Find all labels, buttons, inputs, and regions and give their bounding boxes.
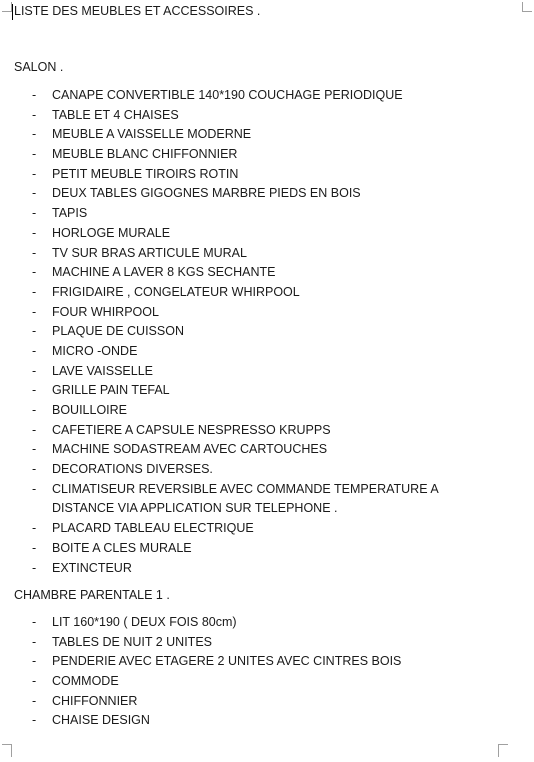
list-item-text: CANAPE CONVERTIBLE 140*190 COUCHAGE PERIODIQUE [52, 88, 403, 102]
bullet-dash: - [32, 88, 37, 102]
bullet-dash: - [32, 674, 37, 689]
list-item[interactable] [0, 322, 534, 342]
bullet-dash: - [32, 615, 37, 629]
list-item-text: CHAISE DESIGN [52, 713, 150, 728]
list-item-text: LAVE VAISSELLE [52, 363, 153, 378]
list-item-text: TABLES DE NUIT 2 UNITES [52, 634, 212, 649]
list-item-text: BOUILLOIRE [52, 403, 128, 417]
list-item-text: TAPIS [52, 206, 88, 221]
list-item-text: MEUBLE BLANC CHIFFONNIER [52, 147, 238, 162]
list-item-text: BOITE A CLES MURALE [52, 540, 192, 555]
bullet-dash: - [32, 560, 37, 575]
document-title[interactable]: LISTE DES MEUBLES ET ACCESSOIRES . [14, 4, 261, 18]
bullet-dash: - [32, 147, 37, 162]
list-item-text: DEUX TABLES GIGOGNES MARBRE PIEDS EN BOIS [52, 186, 361, 201]
list-item[interactable] [0, 184, 534, 204]
list-item-text: EXTINCTEUR [52, 560, 132, 575]
salon-item-list [0, 86, 534, 578]
bullet-dash: - [32, 343, 37, 358]
list-item[interactable] [0, 283, 534, 303]
page-corner-mark [522, 2, 532, 12]
bullet-dash: - [32, 186, 37, 201]
page-corner-mark [498, 744, 508, 757]
list-item[interactable] [0, 711, 534, 731]
list-item[interactable] [0, 480, 534, 519]
list-item[interactable] [0, 633, 534, 653]
section-heading-chambre[interactable]: CHAMBRE PARENTALE 1 . [14, 588, 170, 602]
list-item[interactable] [0, 460, 534, 480]
page-corner-mark [2, 2, 12, 12]
list-item-text: PETIT MEUBLE TIROIRS ROTIN [52, 166, 239, 181]
bullet-dash: - [32, 481, 37, 496]
list-item-text: PLACARD TABLEAU ELECTRIQUE [52, 521, 254, 536]
list-item[interactable] [0, 539, 534, 559]
bullet-dash: - [32, 265, 37, 280]
list-item-text: FOUR WHIRPOOL [52, 304, 159, 319]
list-item-text: COMMODE [52, 674, 119, 689]
bullet-dash: - [32, 713, 37, 728]
text-cursor [12, 4, 13, 20]
list-item[interactable] [0, 224, 534, 244]
list-item-text: MACHINE A LAVER 8 KGS SECHANTE [52, 265, 276, 280]
bullet-dash: - [32, 107, 37, 122]
bullet-dash: - [32, 540, 37, 555]
list-item[interactable] [0, 145, 534, 165]
list-item-text: CAFETIERE A CAPSULE NESPRESSO KRUPPS [52, 422, 331, 437]
list-item-text: MEUBLE A VAISSELLE MODERNE [52, 127, 252, 142]
bullet-dash: - [32, 654, 37, 669]
chambre-item-list [0, 613, 534, 731]
list-item[interactable] [0, 672, 534, 692]
list-item-text: MICRO -ONDE [52, 343, 138, 358]
list-item-text: CHIFFONNIER [52, 693, 138, 708]
list-item[interactable] [0, 381, 534, 401]
list-item[interactable] [0, 303, 534, 323]
list-item-text: GRILLE PAIN TEFAL [52, 383, 170, 398]
list-item[interactable] [0, 263, 534, 283]
list-item[interactable] [0, 401, 534, 421]
list-item[interactable] [0, 106, 534, 126]
list-item[interactable] [0, 244, 534, 264]
list-item[interactable] [0, 613, 534, 633]
bullet-dash: - [32, 166, 37, 181]
list-item[interactable] [0, 204, 534, 224]
bullet-dash: - [32, 403, 37, 417]
section-heading-salon[interactable]: SALON . [14, 60, 64, 74]
list-item[interactable] [0, 125, 534, 145]
bullet-dash: - [32, 422, 37, 437]
bullet-dash: - [32, 383, 37, 398]
page-corner-mark [2, 744, 12, 757]
bullet-dash: - [32, 127, 37, 142]
bullet-dash: - [32, 693, 37, 708]
list-item[interactable] [0, 342, 534, 362]
bullet-dash: - [32, 284, 37, 299]
bullet-dash: - [32, 363, 37, 378]
list-item[interactable] [0, 692, 534, 712]
list-item[interactable] [0, 362, 534, 382]
bullet-dash: - [32, 634, 37, 649]
list-item-text: TV SUR BRAS ARTICULE MURAL [52, 245, 247, 260]
list-item[interactable] [0, 559, 534, 579]
list-item[interactable] [0, 440, 534, 460]
bullet-dash: - [32, 304, 37, 319]
bullet-dash: - [32, 442, 37, 457]
list-item-text: FRIGIDAIRE , CONGELATEUR WHIRPOOL [52, 284, 300, 299]
bullet-dash: - [32, 521, 37, 536]
bullet-dash: - [32, 245, 37, 260]
list-item-text: PLAQUE DE CUISSON [52, 324, 184, 339]
list-item-text: CLIMATISEUR REVERSIBLE AVEC COMMANDE TEMPERATURE A DISTANCE VIA APPLICATION SUR TELEPHONE . [52, 481, 438, 516]
list-item[interactable] [0, 652, 534, 672]
bullet-dash: - [32, 206, 37, 221]
list-item[interactable] [0, 519, 534, 539]
list-item-text: TABLE ET 4 CHAISES [52, 107, 179, 122]
list-item[interactable] [0, 86, 534, 106]
list-item-text: MACHINE SODASTREAM AVEC CARTOUCHES [52, 442, 328, 457]
list-item-text: LIT 160*190 ( DEUX FOIS 80cm) [52, 615, 237, 629]
bullet-dash: - [32, 225, 37, 240]
bullet-dash: - [32, 324, 37, 339]
list-item-text: DECORATIONS DIVERSES. [52, 462, 213, 477]
list-item[interactable] [0, 421, 534, 441]
bullet-dash: - [32, 462, 37, 477]
list-item-text: HORLOGE MURALE [52, 225, 171, 240]
list-item-text: PENDERIE AVEC ETAGERE 2 UNITES AVEC CINTRES BOIS [52, 654, 402, 669]
list-item[interactable] [0, 165, 534, 185]
